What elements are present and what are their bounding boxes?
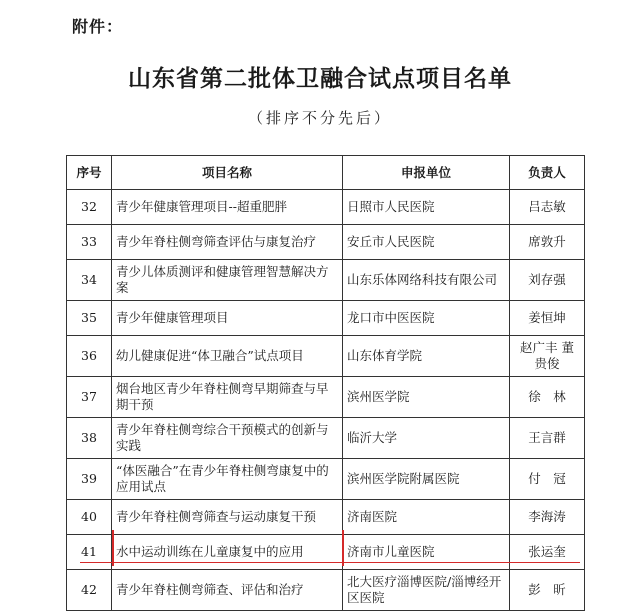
row-no: 32: [67, 190, 112, 225]
table-row: [67, 225, 585, 260]
row-project: 青少年脊柱侧弯综合干预模式的创新与实践: [112, 418, 343, 459]
row-unit: 日照市人民医院: [343, 190, 510, 225]
row-unit: 山东体育学院: [343, 336, 510, 377]
highlight-underline: [80, 562, 580, 563]
row-project: 青少年脊柱侧弯筛查、评估和治疗: [112, 570, 343, 611]
table-row: [67, 377, 585, 418]
table-row: [67, 459, 585, 500]
row-no: 39: [67, 459, 112, 500]
table-row: [67, 260, 585, 301]
row-unit: 龙口市中医医院: [343, 301, 510, 336]
table-row: [67, 336, 585, 377]
header-unit: 申报单位: [343, 156, 510, 190]
row-project: 水中运动训练在儿童康复中的应用: [112, 535, 343, 570]
document-subtitle: （排序不分先后）: [247, 109, 392, 127]
row-no: 33: [67, 225, 112, 260]
row-person: 刘存强: [510, 260, 585, 301]
row-no: 38: [67, 418, 112, 459]
table-row: [67, 301, 585, 336]
header-person: 负责人: [510, 156, 585, 190]
row-no: 36: [67, 336, 112, 377]
row-person: 吕志敏: [510, 190, 585, 225]
attachment-label: 附件：: [72, 17, 124, 36]
table-row: [67, 190, 585, 225]
row-project: 青少儿体质测评和健康管理智慧解决方案: [112, 260, 343, 301]
row-no: 41: [67, 535, 112, 570]
row-no: 35: [67, 301, 112, 336]
row-person: 李海涛: [510, 500, 585, 535]
row-unit: 临沂大学: [343, 418, 510, 459]
row-person: 席敦升: [510, 225, 585, 260]
table-row: [67, 570, 585, 611]
row-project: “体医融合”在青少年脊柱侧弯康复中的应用试点: [112, 459, 343, 500]
highlight-marker-middle: [342, 530, 344, 566]
row-project: 青少年脊柱侧弯筛查评估与康复治疗: [112, 225, 343, 260]
row-no: 34: [67, 260, 112, 301]
row-unit: 安丘市人民医院: [343, 225, 510, 260]
table-row-highlighted: [67, 535, 585, 570]
row-person: 徐 林: [510, 377, 585, 418]
row-unit: 山东乐体网络科技有限公司: [343, 260, 510, 301]
row-project: 青少年健康管理项目--超重肥胖: [112, 190, 343, 225]
row-project: 烟台地区青少年脊柱侧弯早期筛查与早期干预: [112, 377, 343, 418]
row-person: 彭 昕: [510, 570, 585, 611]
row-unit: 北大医疗淄博医院/淄博经开区医院: [343, 570, 510, 611]
row-person: 赵广丰 董贵俊: [510, 336, 585, 377]
row-no: 40: [67, 500, 112, 535]
row-unit: 滨州医学院: [343, 377, 510, 418]
row-person: 张运奎: [510, 535, 585, 570]
project-list-table: [66, 155, 585, 611]
row-unit: 济南市儿童医院: [343, 535, 510, 570]
document-title: 山东省第二批体卫融合试点项目名单: [128, 66, 512, 92]
highlight-marker-left: [112, 530, 114, 566]
row-person: 姜恒坤: [510, 301, 585, 336]
table-row: [67, 418, 585, 459]
row-project: 青少年健康管理项目: [112, 301, 343, 336]
row-person: 付 冠: [510, 459, 585, 500]
table-row: [67, 500, 585, 535]
row-unit: 济南医院: [343, 500, 510, 535]
header-no: 序号: [67, 156, 112, 190]
row-project: 幼儿健康促进“体卫融合”试点项目: [112, 336, 343, 377]
row-no: 42: [67, 570, 112, 611]
header-project: 项目名称: [112, 156, 343, 190]
table-header-row: [67, 156, 585, 190]
row-no: 37: [67, 377, 112, 418]
row-project: 青少年脊柱侧弯筛查与运动康复干预: [112, 500, 343, 535]
row-unit: 滨州医学院附属医院: [343, 459, 510, 500]
row-person: 王言群: [510, 418, 585, 459]
